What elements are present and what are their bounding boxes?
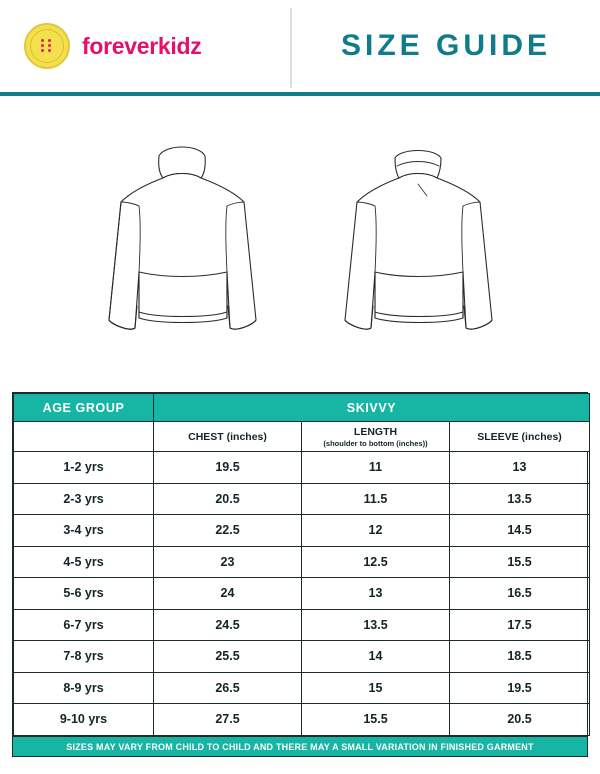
size-table: [12, 392, 588, 737]
cell-length: 12.5: [302, 546, 450, 578]
cell-sleeve: 19.5: [450, 672, 590, 704]
header-sleeve: [450, 422, 590, 452]
brand-logo: [24, 23, 306, 69]
cell-age: 7-8 yrs: [14, 641, 154, 673]
brand-name: foreverkidz: [82, 32, 202, 59]
cell-chest: 23: [154, 546, 302, 578]
header-length: [302, 422, 450, 452]
cell-chest: 26.5: [154, 672, 302, 704]
table-row: [14, 515, 590, 547]
header-divider: [290, 8, 292, 88]
cell-chest: 20.5: [154, 483, 302, 515]
header-chest-label: CHEST (inches): [188, 430, 267, 443]
header-age-group: AGE GROUP: [14, 394, 154, 422]
table-row: [14, 452, 590, 484]
header-length-sublabel: (shoulder to bottom (inches)): [323, 438, 428, 448]
button-holes-icon: [41, 39, 53, 53]
cell-chest: 25.5: [154, 641, 302, 673]
cell-sleeve: 20.5: [450, 704, 590, 736]
cell-sleeve: 18.5: [450, 641, 590, 673]
table-column-header-row: [14, 422, 590, 452]
cell-sleeve: 17.5: [450, 609, 590, 641]
cell-chest: 19.5: [154, 452, 302, 484]
header-chest: [154, 422, 302, 452]
cell-length: 11: [302, 452, 450, 484]
table-group-header-row: [14, 394, 590, 422]
cell-age: 8-9 yrs: [14, 672, 154, 704]
button-icon: [24, 23, 70, 69]
cell-length: 15: [302, 672, 450, 704]
cell-age: 3-4 yrs: [14, 515, 154, 547]
header-blank-cell: [14, 422, 154, 452]
cell-chest: 27.5: [154, 704, 302, 736]
table-row: [14, 704, 590, 736]
cell-age: 2-3 yrs: [14, 483, 154, 515]
cell-age: 6-7 yrs: [14, 609, 154, 641]
cell-length: 14: [302, 641, 450, 673]
header-garment: SKIVVY: [154, 394, 590, 422]
table-row: [14, 672, 590, 704]
table-row: [14, 609, 590, 641]
header-length-label: LENGTH: [353, 425, 398, 438]
cell-age: 1-2 yrs: [14, 452, 154, 484]
cell-length: 15.5: [302, 704, 450, 736]
cell-chest: 22.5: [154, 515, 302, 547]
cell-age: 4-5 yrs: [14, 546, 154, 578]
garment-illustration: [0, 96, 600, 392]
cell-length: 13: [302, 578, 450, 610]
cell-sleeve: 13: [450, 452, 590, 484]
table-row: [14, 483, 590, 515]
sweatshirt-back-illustration: [323, 122, 513, 372]
page-header: [0, 0, 600, 96]
cell-length: 11.5: [302, 483, 450, 515]
cell-length: 13.5: [302, 609, 450, 641]
cell-chest: 24.5: [154, 609, 302, 641]
table-row: [14, 641, 590, 673]
header-sleeve-label: SLEEVE (inches): [477, 430, 562, 443]
cell-chest: 24: [154, 578, 302, 610]
sweatshirt-front-illustration: [87, 122, 277, 372]
table-row: [14, 578, 590, 610]
cell-age: 9-10 yrs: [14, 704, 154, 736]
cell-sleeve: 14.5: [450, 515, 590, 547]
cell-sleeve: 13.5: [450, 483, 590, 515]
cell-length: 12: [302, 515, 450, 547]
cell-sleeve: 15.5: [450, 546, 590, 578]
table-row: [14, 546, 590, 578]
cell-sleeve: 16.5: [450, 578, 590, 610]
table-footnote: SIZES MAY VARY FROM CHILD TO CHILD AND THERE MAY A SMALL VARIATION IN FINISHED GARMENT: [12, 737, 588, 757]
page-title: SIZE GUIDE: [340, 29, 552, 62]
cell-age: 5-6 yrs: [14, 578, 154, 610]
